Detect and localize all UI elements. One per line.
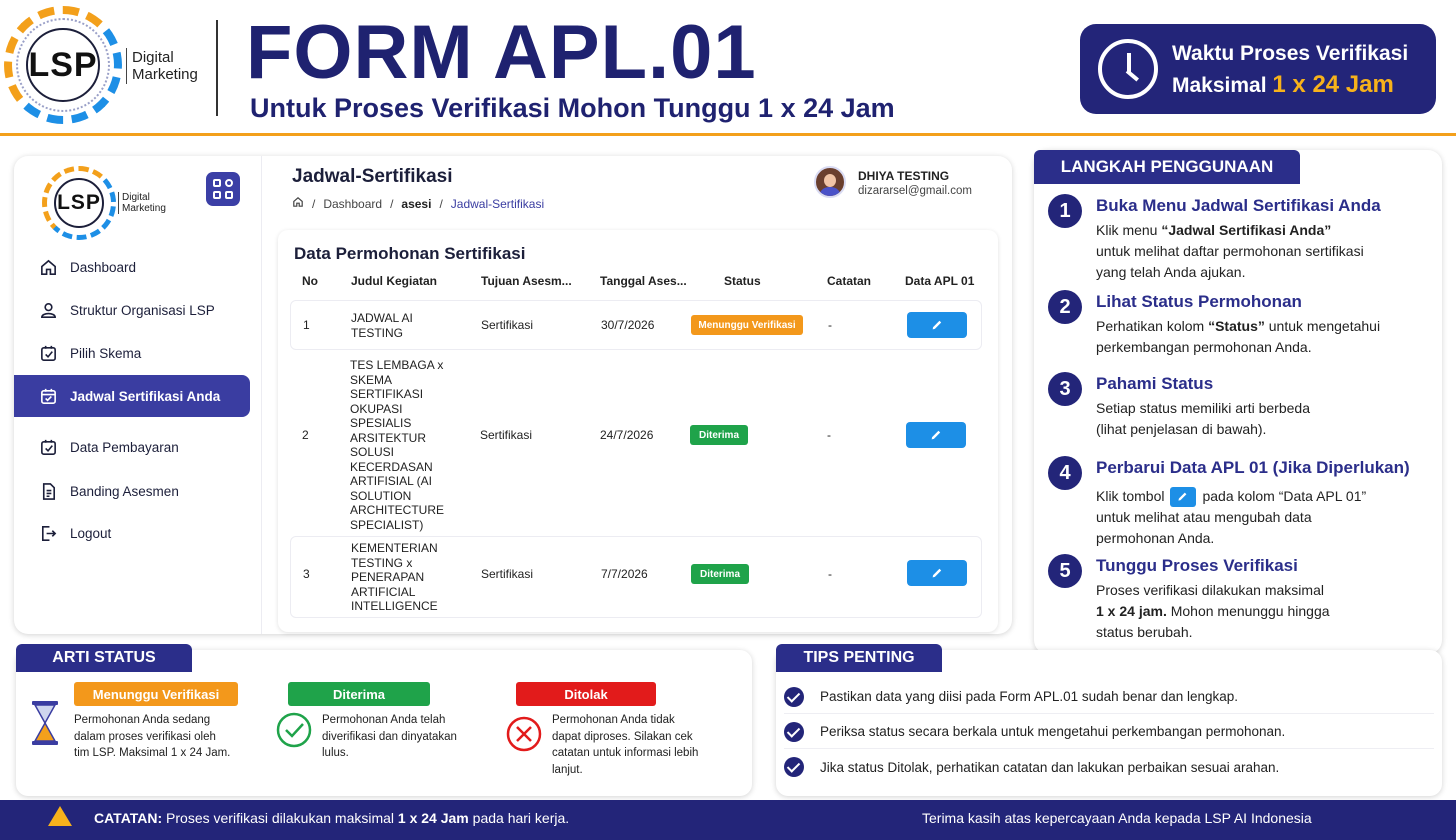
breadcrumb-current: Jadwal-Sertifikasi xyxy=(450,196,545,211)
data-table-card xyxy=(278,230,998,632)
status-badge: Diterima xyxy=(690,425,748,445)
check-icon xyxy=(784,687,804,707)
sidebar-item-pembayaran[interactable]: Data Pembayaran xyxy=(14,426,250,468)
table-row: 3 KEMENTERIAN TESTING x PENERAPAN ARTIFICIAL INTELLIGENCE Sertifikasi 7/7/2026 Diterima - xyxy=(290,536,982,618)
warning-icon xyxy=(48,806,72,826)
page-subtitle: Untuk Proses Verifikasi Mohon Tunggu 1 x 24 Jam xyxy=(250,93,895,123)
sidebar xyxy=(14,156,262,634)
footer-bar xyxy=(0,800,1456,840)
clock-icon xyxy=(1098,39,1158,99)
edit-apl-button[interactable] xyxy=(907,560,967,586)
calendar-icon xyxy=(38,386,58,406)
status-pill-waiting: Menunggu Verifikasi xyxy=(74,682,238,706)
tips-panel xyxy=(776,650,1442,796)
pencil-icon xyxy=(929,428,943,442)
sidebar-item-pilih-skema[interactable]: Pilih Skema xyxy=(14,332,250,374)
status-desc-accepted: Permohonan Anda telah diverifikasi dan dinyatakan lulus. xyxy=(322,714,457,759)
avatar xyxy=(814,166,846,198)
steps-tag: LANGKAH PENGGUNAAN xyxy=(1034,150,1300,184)
table-row: 1 JADWAL AI TESTING Sertifikasi 30/7/2026 Menunggu Verifikasi - xyxy=(290,300,982,350)
edit-apl-button[interactable] xyxy=(907,312,967,338)
logo-subtitle: Digital Marketing xyxy=(132,49,198,83)
status-pill-rejected: Ditolak xyxy=(516,682,656,706)
sidebar-item-dashboard[interactable]: Dashboard xyxy=(14,246,250,288)
verification-time-badge: Waktu Proses Verifikasi Maksimal 1 x 24 Jam xyxy=(1080,24,1436,114)
lsp-logo: LSP Digital Marketing xyxy=(4,4,214,132)
table-row: 2 TES LEMBAGA x SKEMA SERTIFIKASI OKUPASI SPESIALIS ARSITEKTUR SOLUSI KECERDASAN ARTIFISIAL (AI SOLUTION ARCHITECTURE SPECIALIST) Sertifikasi 24/7/2026 Diterima - xyxy=(290,352,982,534)
column-header[interactable]: Tujuan Asesm... xyxy=(481,274,572,288)
checklist-icon xyxy=(38,437,58,457)
column-header[interactable]: Judul Kegiatan xyxy=(351,274,438,288)
breadcrumb-dashboard[interactable]: Dashboard xyxy=(323,196,383,211)
home-icon[interactable] xyxy=(292,196,304,211)
column-header: Data APL 01 xyxy=(905,274,975,288)
status-badge: Diterima xyxy=(691,564,749,584)
menu-grid-icon[interactable] xyxy=(206,172,240,206)
column-header[interactable]: Status xyxy=(724,274,761,288)
pencil-icon xyxy=(1170,487,1196,507)
column-header: No xyxy=(302,274,318,288)
document-icon xyxy=(38,481,58,501)
table-title: Data Permohonan Sertifikasi xyxy=(294,244,526,263)
pencil-icon xyxy=(930,566,944,580)
sidebar-logo[interactable]: LSP Digital Marketing xyxy=(42,166,202,242)
page-title: Jadwal-Sertifikasi xyxy=(292,166,453,187)
user-icon xyxy=(38,300,58,320)
status-pill-accepted: Diterima xyxy=(288,682,430,706)
sidebar-item-struktur[interactable]: Struktur Organisasi LSP xyxy=(14,289,250,331)
logout-icon xyxy=(38,523,58,543)
x-circle-icon xyxy=(506,716,542,752)
edit-apl-button[interactable] xyxy=(906,422,966,448)
footer-note: CATATAN: Proses verifikasi dilakukan maksimal 1 x 24 Jam pada hari kerja. xyxy=(94,810,570,826)
top-banner xyxy=(0,0,1456,136)
status-badge: Menunggu Verifikasi xyxy=(691,315,803,335)
check-circle-icon xyxy=(276,712,312,748)
status-desc-rejected: Permohonan Anda tidak dapat diproses. Silakan cek catatan untuk informasi lebih lanjut. xyxy=(552,714,699,776)
app-window xyxy=(14,156,1012,634)
pencil-icon xyxy=(930,318,944,332)
status-desc-waiting: Permohonan Anda sedang dalam proses verifikasi oleh tim LSP. Maksimal 1 x 24 Jam. xyxy=(74,714,231,759)
breadcrumb-asesi[interactable]: asesi xyxy=(401,196,432,211)
checklist-icon xyxy=(38,343,58,363)
check-icon xyxy=(784,722,804,742)
sidebar-item-banding[interactable]: Banding Asesmen xyxy=(14,470,250,512)
tip-item: Jika status Ditolak, perhatikan catatan dan lakukan perbaikan sesuai arahan. xyxy=(784,750,1434,784)
check-icon xyxy=(784,757,804,777)
sidebar-item-logout[interactable]: Logout xyxy=(14,512,250,554)
user-name: DHIYA TESTING xyxy=(858,169,950,183)
main-content xyxy=(262,156,1012,634)
sidebar-item-jadwal[interactable]: Jadwal Sertifikasi Anda xyxy=(14,375,250,417)
tip-item: Periksa status secara berkala untuk mengetahui perkembangan permohonan. xyxy=(784,715,1434,749)
header-divider xyxy=(216,20,218,116)
home-icon xyxy=(38,257,58,277)
usage-steps-panel: LANGKAH PENGGUNAAN 1 Buka Menu Jadwal Sertifikasi Anda Klik menu “Jadwal Sertifikasi Anda” untuk melihat daftar permohonan sertifikasi yang telah Anda ajukan. 2 Lihat Status Permohonan Perhatikan kolom “Status” untuk mengetahui perkembangan permohonan Anda. 3 Pahami Status Setiap status memiliki arti berbeda (lihat penjelasan di bawah). 4 Perbarui Data APL 01 (Jika Diperlukan) Klik tombol pada kolom “Data APL 01” untuk melihat atau mengubah data permohonan Anda. 5 Tunggu Proses Verifikasi Proses verifikasi dilakukan maksimal 1 x 24 jam. Mohon menunggu hingga status berubah. xyxy=(1034,150,1442,654)
footer-thanks: Terima kasih atas kepercayaan Anda kepada LSP AI Indonesia xyxy=(922,810,1312,826)
breadcrumb: / Dashboard / asesi / Jadwal-Sertifikasi xyxy=(292,196,544,211)
tips-tag: TIPS PENTING xyxy=(776,644,942,672)
column-header[interactable]: Catatan xyxy=(827,274,872,288)
hourglass-icon xyxy=(30,700,60,746)
status-legend-panel xyxy=(16,650,752,796)
user-email: dizararsel@gmail.com xyxy=(858,185,972,197)
column-header[interactable]: Tanggal Ases... xyxy=(600,274,687,288)
tip-item: Pastikan data yang diisi pada Form APL.01 sudah benar dan lengkap. xyxy=(784,680,1434,714)
user-profile[interactable] xyxy=(814,166,972,198)
arti-status-tag: ARTI STATUS xyxy=(16,644,192,672)
page-main-title: FORM APL.01 xyxy=(246,10,757,95)
